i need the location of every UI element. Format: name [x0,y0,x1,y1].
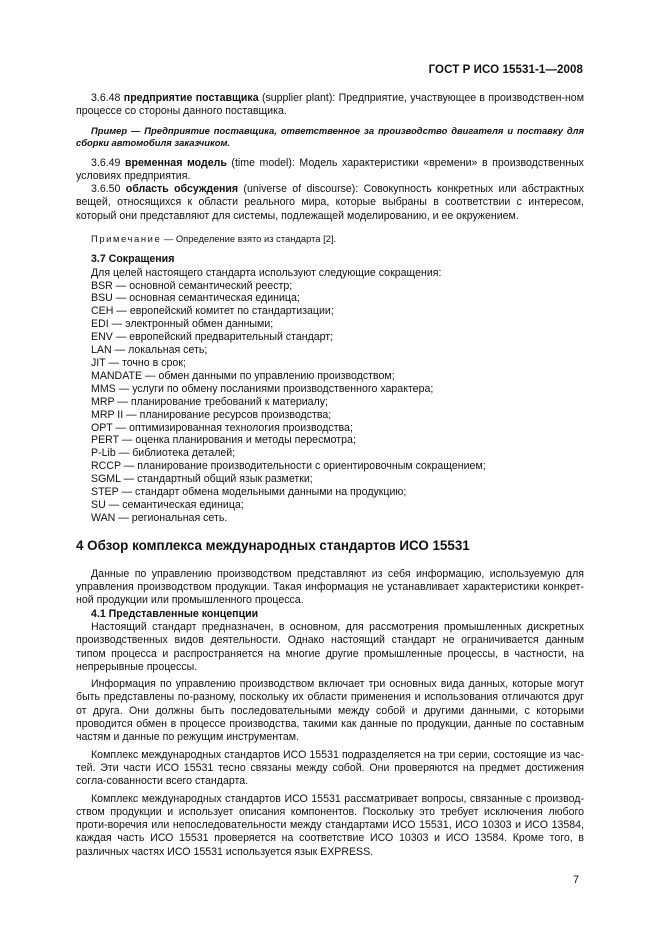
page-number: 7 [573,874,579,886]
section-4-1-paragraph-3: Комплекс международных стандартов ИСО 15531 подразделяется на три серии, состоящие из час-тей. Эти части ИСО 15531 тесно связаны между собой. Они проверяются на предмет достижения согла-сованности всего стандарта. [76,748,584,788]
example-paragraph: Пример — Предприятие поставщика, ответственное за производство двигателя и поставку для сборки автомобиля заказчиком. [76,124,584,149]
list-item: CEH — европейский комитет по стандартизации; [91,305,334,318]
list-item: MRP — планирование требований к материалу; [91,395,328,408]
list-item: P-Lib — библиотека деталей; [91,447,236,460]
list-item: PERT — оценка планирования и методы пересмотра; [91,434,356,447]
definition-term: временная модель [125,156,227,169]
note-paragraph [76,232,584,245]
definition-number: 3.6.49 [91,156,121,169]
definition-3-6-48 [76,92,584,119]
list-item: ENV — европейский предварительный стандарт; [91,331,334,344]
section-4-paragraph-1: Данные по управлению производством представляют из себя информацию, используемую для управления производством продукции. Такая информация не устанавливает характеристики конкрет-ной продукции или промышленного процесса. [76,567,584,607]
section-4-1-paragraph-4: Комплекс международных стандартов ИСО 15531 рассматривает вопросы, связанные с производ-ством продукции и использует описания компонентов. Поскольку это требует исключения любого проти-воречия или непоследовательности между стандартами ИСО 15531, ИСО 10303 и ИСО 13584, каждая часть ИСО 15531 проверяется на соответствие ИСО 10303 и ИСО 13584. Кроме того, в различных частях ИСО 15531 используется язык EXPRESS. [76,792,584,858]
note-label: Примечание [91,233,162,245]
list-item: WAN — региональная сеть. [91,511,228,524]
definition-term: область обсуждения [125,183,239,196]
list-item: OPT — оптимизированная технология производства; [91,421,353,434]
page-content [76,92,584,859]
definition-3-6-50 [76,183,584,223]
list-item: BSR — основной семантический реестр; [91,279,293,292]
section-4-1-paragraph-2: Информация по управлению производством включает три основных вида данных, которые могут быть представлены по-разному, поскольку их области применения и использования отличаются друг от друга. Они должны быть последовательными между собой и другими данными, с которыми проводится обмен в процессе производства, такими как данные по продукции, данные по составным частям и данные по режущим инструментам. [76,678,584,744]
list-item: EDI — электронный обмен данными; [91,318,274,331]
page-header: ГОСТ Р ИСО 15531-1—2008 [428,64,583,76]
list-item: MMS — услуги по обмену посланиями производственного характера; [91,382,434,395]
list-item: MRP II — планирование ресурсов производства; [91,408,332,421]
abbreviations-intro: Для целей настоящего стандарта используют следующие сокращения: [91,266,442,279]
definition-number: 3.6.48 [91,92,121,104]
list-item: SU — семантическая единица; [91,498,244,511]
list-item: STEP — стандарт обмена модельными данными на продукцию; [91,486,407,499]
list-item: BSU — основная семантическая единица; [91,292,300,305]
note-text: — Определение взято из стандарта [2]. [161,233,337,245]
definition-3-6-49 [76,157,584,184]
list-item: MANDATE — обмен данными по управлению производством; [91,369,395,382]
definition-term: предприятие поставщика [123,92,259,104]
section-3-7-title: 3.7 Сокращения [91,253,175,266]
section-4-1-title: 4.1 Представленные концепции [91,607,259,620]
list-item: LAN — локальная сеть; [91,344,208,357]
list-item: JIT — точно в срок; [91,357,186,370]
definition-number: 3.6.50 [91,183,121,196]
list-item: SGML — стандартный общий язык разметки; [91,473,313,486]
definition-text: (supplier plant): Предприятие, участвующее в производствен-ном процессе со стороны данного поставщика. [76,92,584,118]
section-4-1-paragraph-1: Настоящий стандарт предназначен, в основном, для рассмотрения промышленных дискретных производственных видов деятельности. Однако настоящий стандарт не ограничивается данным типом процесса и распространяется на многие другие промышленные процессы, в частности, на непрерывные процессы. [76,620,584,673]
abbreviations-list [76,280,584,525]
definition-text: (universe of discourse): Совокупность конкретных или абстрактных вещей, относящихся к области реального мира, которые выбраны в соответствии с интересом, который они представляют для системы, подлежащей моделированию, и ее окружением. [76,183,584,222]
list-item: RCCP — планирование производительности с ориентировочным сокращением; [91,460,486,473]
definition-text: (time model): Модель характеристики «времени» в производственных условиях предприятия. [76,156,584,182]
section-4-title: 4 Обзор комплекса международных стандартов ИСО 15531 [76,537,470,553]
